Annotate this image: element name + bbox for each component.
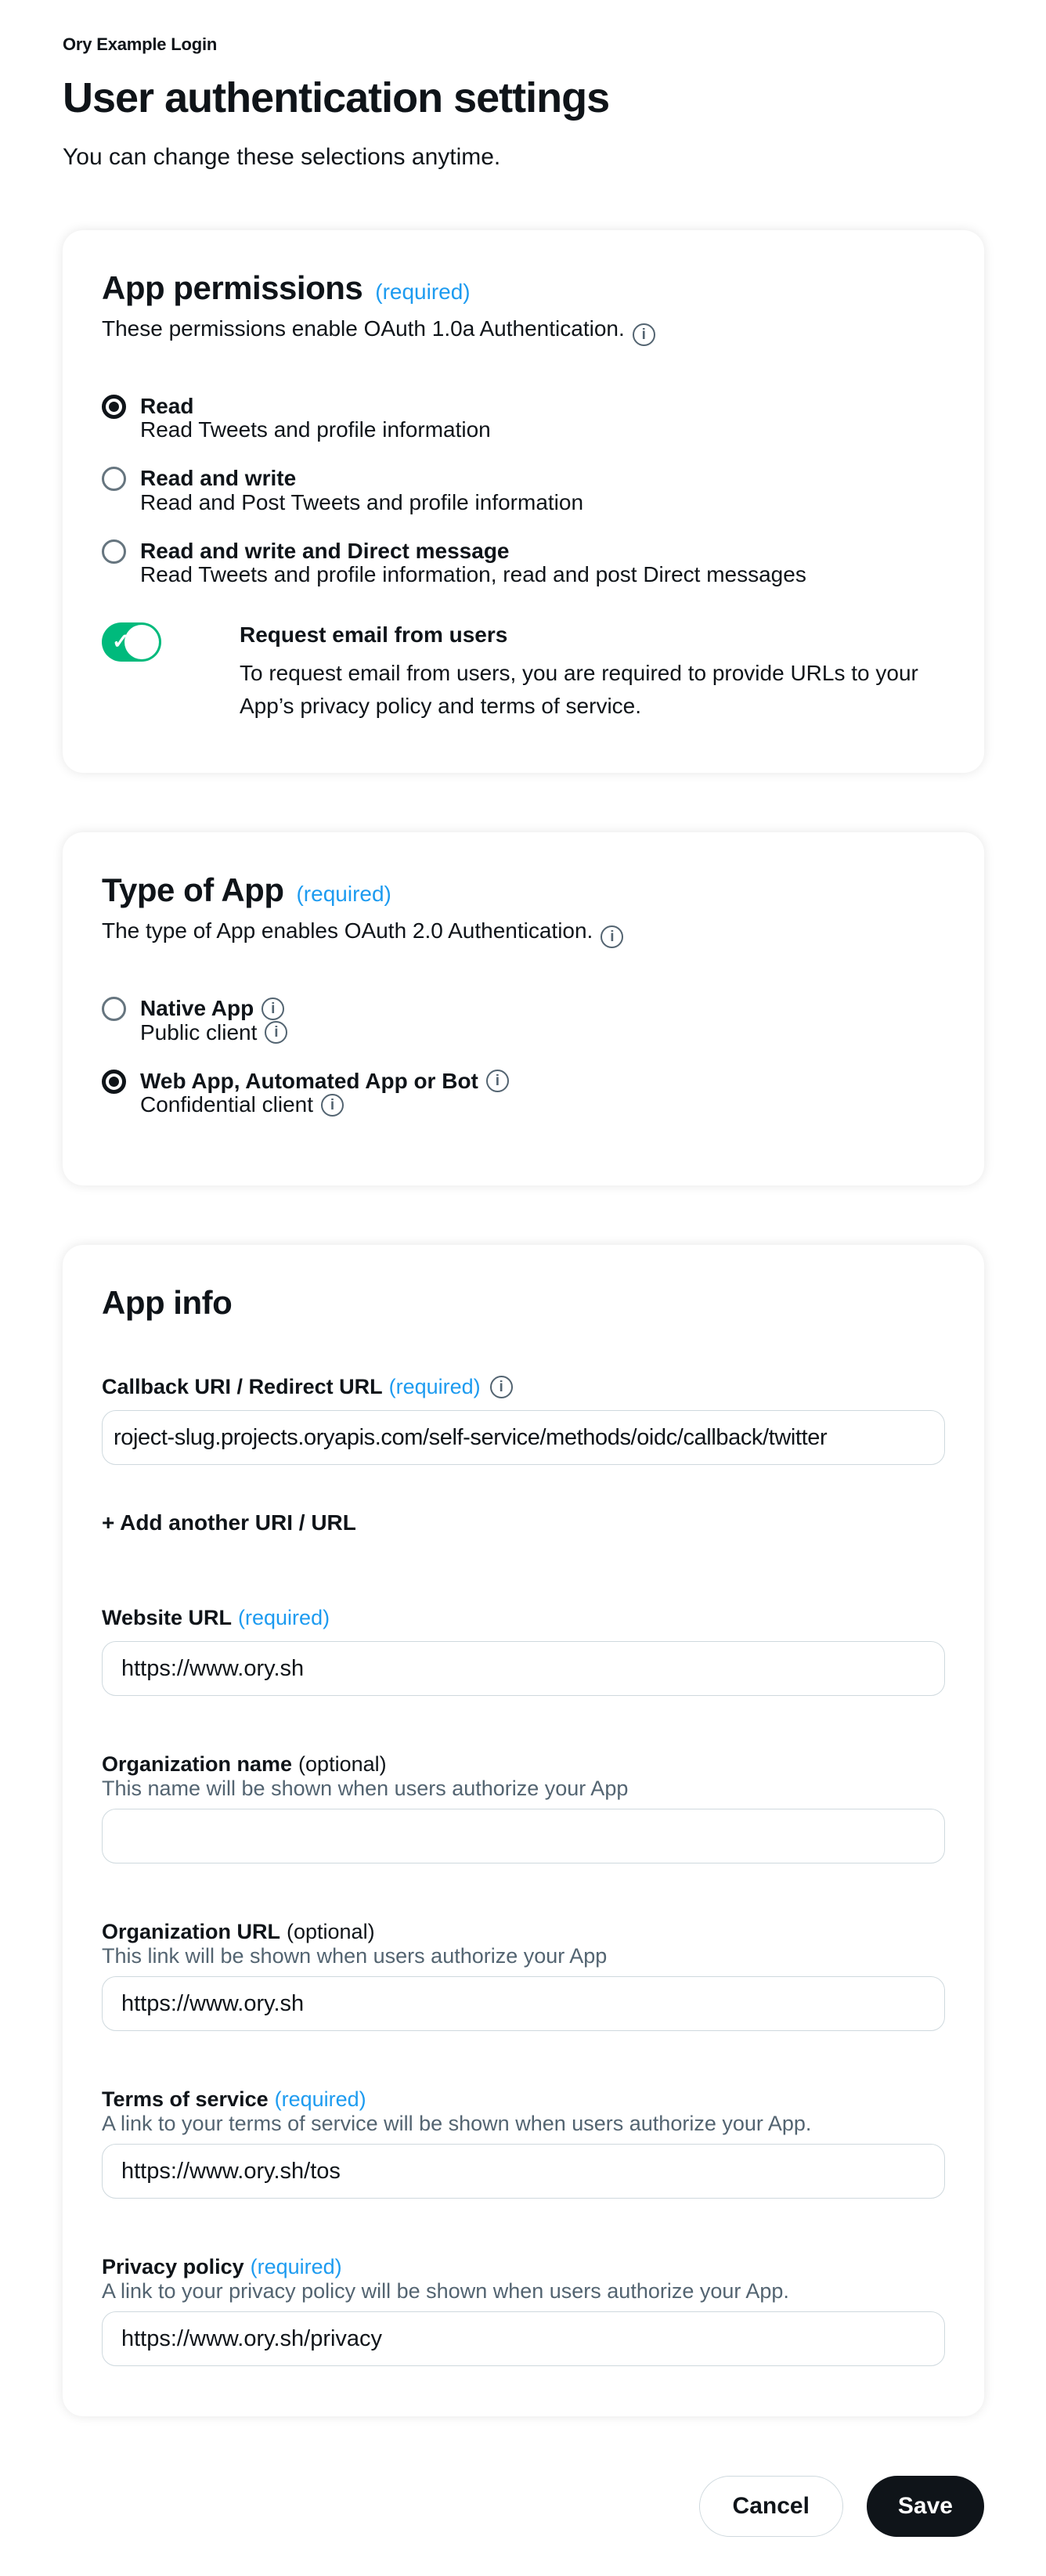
permission-option-read-write[interactable] (102, 467, 945, 514)
info-icon[interactable] (321, 1094, 344, 1117)
required-tag: (required) (250, 2255, 342, 2279)
terms-of-service-label: Terms of service (102, 2087, 269, 2112)
privacy-policy-field (102, 2255, 945, 2366)
terms-of-service-input[interactable] (102, 2144, 945, 2199)
radio-description: Read Tweets and profile information (140, 417, 491, 442)
info-icon[interactable] (601, 925, 623, 948)
apptype-option-web-app[interactable] (102, 1070, 945, 1117)
page-subtitle: You can change these selections anytime. (63, 144, 501, 170)
privacy-policy-input[interactable] (102, 2311, 945, 2366)
radio-label: Read and write (140, 466, 297, 491)
organization-name-description: This name will be shown when users authorize your App (102, 1777, 629, 1801)
required-tag: (required) (274, 2087, 366, 2112)
save-button[interactable]: Save (867, 2476, 984, 2537)
toggle-knob (124, 625, 159, 659)
callback-uri-field (102, 1375, 945, 1465)
info-icon[interactable] (265, 1021, 287, 1044)
app-title: Ory Example Login (63, 34, 218, 54)
required-tag: (required) (388, 1375, 481, 1399)
app-permissions-card (63, 230, 984, 773)
page-title: User authentication settings (63, 74, 610, 121)
optional-tag: (optional) (287, 1920, 375, 1944)
request-email-toggle[interactable] (102, 622, 161, 662)
radio-label: Read (140, 394, 194, 418)
permission-option-read-write-dm[interactable] (102, 539, 945, 586)
callback-uri-label: Callback URI / Redirect URL (102, 1375, 383, 1399)
info-icon[interactable] (262, 998, 284, 1020)
required-tag: (required) (238, 1606, 330, 1630)
permission-option-read[interactable] (102, 395, 945, 442)
app-permissions-description: These permissions enable OAuth 1.0a Authentication.i (102, 316, 945, 346)
app-info-card (63, 1245, 984, 2416)
type-of-app-description: The type of App enables OAuth 2.0 Authentication.i (102, 918, 945, 948)
website-url-input[interactable] (102, 1641, 945, 1696)
organization-url-label: Organization URL (102, 1920, 280, 1944)
organization-url-input[interactable] (102, 1976, 945, 2031)
add-uri-button[interactable]: + Add another URI / URL (102, 1510, 356, 1535)
required-tag: (required) (375, 280, 471, 304)
toggle-label: Request email from users (240, 622, 508, 648)
terms-of-service-description: A link to your terms of service will be shown when users authorize your App. (102, 2112, 812, 2136)
callback-uri-input[interactable] (102, 1410, 945, 1465)
radio-description: Read and Post Tweets and profile information (140, 489, 584, 514)
apptype-option-native[interactable] (102, 997, 945, 1044)
cancel-button[interactable]: Cancel (699, 2476, 843, 2537)
terms-of-service-field (102, 2087, 945, 2199)
organization-name-label: Organization name (102, 1752, 293, 1777)
required-tag: (required) (296, 882, 391, 907)
type-of-app-card (63, 832, 984, 1185)
radio-label: Native App (140, 996, 254, 1021)
info-icon[interactable] (633, 323, 655, 346)
radio-label: Web App, Automated App or Bot (140, 1068, 478, 1093)
app-permissions-heading: App permissions (102, 269, 363, 306)
toggle-description: To request email from users, you are required to provide URLs to your App’s privacy policy and terms of service. (240, 661, 918, 719)
radio-native-app[interactable] (102, 997, 126, 1021)
footer-actions (63, 2476, 984, 2537)
info-icon[interactable] (486, 1070, 509, 1092)
organization-url-description: This link will be shown when users authorize your App (102, 1944, 608, 1968)
type-of-app-heading: Type of App (102, 871, 284, 909)
organization-name-input[interactable] (102, 1809, 945, 1863)
organization-url-field (102, 1920, 945, 2031)
info-icon[interactable] (490, 1376, 513, 1398)
radio-label: Read and write and Direct message (140, 538, 510, 563)
website-url-field (102, 1606, 945, 1696)
optional-tag: (optional) (298, 1752, 387, 1777)
radio-read-write-dm[interactable] (102, 539, 126, 564)
privacy-policy-label: Privacy policy (102, 2255, 244, 2279)
app-info-heading: App info (102, 1284, 233, 1322)
radio-read-write[interactable] (102, 467, 126, 491)
privacy-policy-description: A link to your privacy policy will be shown when users authorize your App. (102, 2279, 789, 2304)
request-email-row (102, 622, 945, 723)
radio-description: Read Tweets and profile information, read and post Direct messages (140, 562, 806, 587)
website-url-label: Website URL (102, 1606, 233, 1630)
radio-sublabel: Confidential client (140, 1092, 314, 1117)
radio-sublabel: Public client (140, 1019, 258, 1044)
organization-name-field (102, 1752, 945, 1863)
radio-web-app[interactable] (102, 1070, 126, 1094)
radio-read[interactable] (102, 395, 126, 419)
